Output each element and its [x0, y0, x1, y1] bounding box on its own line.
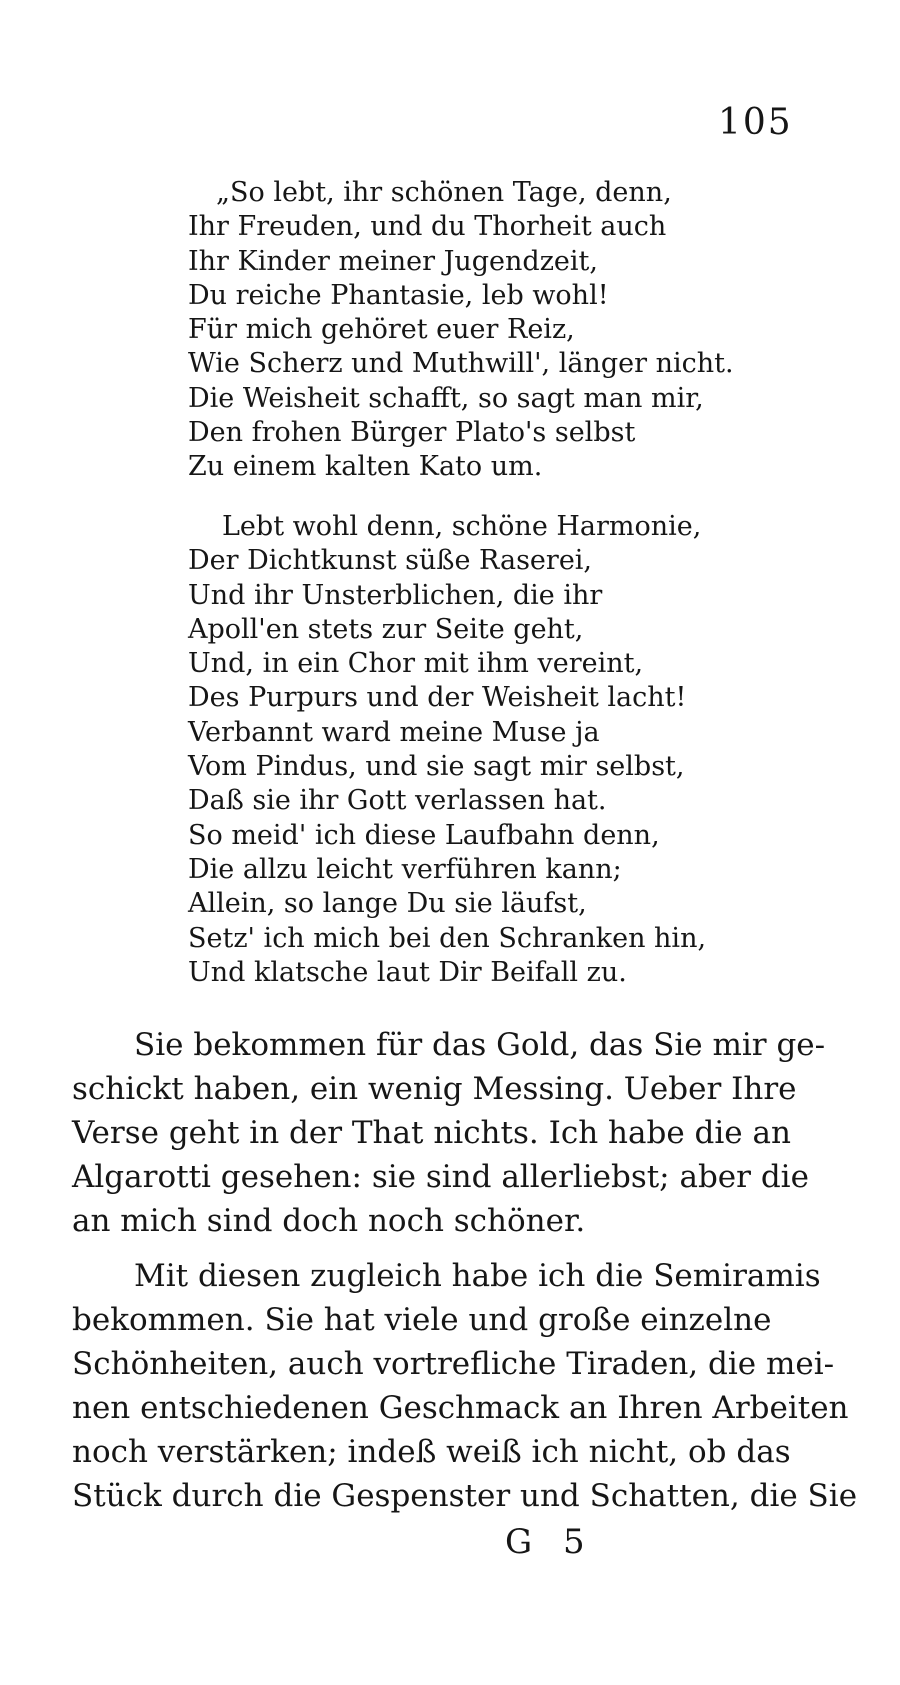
verse-line: Die allzu leicht verführen kann;: [188, 853, 622, 885]
page-number: 105: [718, 102, 793, 143]
poem-stanza-1: [188, 176, 788, 485]
verse-line: Zu einem kalten Kato um.: [188, 451, 543, 483]
verse-line: Und ihr Unsterblichen, die ihr: [188, 579, 603, 611]
verse-line: Wie Scherz und Muthwill', länger nicht.: [188, 348, 734, 380]
prose-paragraph-2: [72, 1254, 858, 1518]
verse-line: Der Dichtkunst süße Raserei,: [188, 545, 593, 577]
signature-mark: G 5: [505, 1522, 595, 1562]
verse-line: Setz' ich mich bei den Schranken hin,: [188, 922, 707, 954]
verse-line: „So lebt, ihr schönen Tage, denn,: [216, 177, 672, 208]
verse-line: Des Purpurs und der Weisheit lacht!: [188, 682, 687, 714]
verse-line: So meid' ich diese Laufbahn denn,: [188, 819, 660, 851]
poem-stanza-2: [188, 510, 788, 990]
prose-line: bekommen. Sie hat viele und große einzelne: [72, 1302, 772, 1338]
prose-line: Schönheiten, auch vortrefliche Tiraden, die mei-: [72, 1346, 835, 1382]
verse-line: Den frohen Bürger Plato's selbst: [188, 417, 636, 449]
prose-line: schickt haben, ein wenig Messing. Ueber Ihre: [72, 1071, 797, 1107]
verse-line: Die Weisheit schafft, so sagt man mir,: [188, 382, 704, 414]
verse-line: Lebt wohl denn, schöne Harmonie,: [222, 511, 702, 542]
prose-line: Algarotti gesehen: sie sind allerliebst; aber die: [72, 1159, 809, 1195]
verse-line: Ihr Kinder meiner Jugendzeit,: [188, 245, 598, 277]
verse-line: Du reiche Phantasie, leb wohl!: [188, 279, 609, 311]
prose-line: noch verstärken; indeß weiß ich nicht, ob das: [72, 1434, 791, 1470]
verse-line: Für mich gehöret euer Reiz,: [188, 314, 575, 346]
prose-line: Mit diesen zugleich habe ich die Semiramis: [134, 1258, 821, 1294]
prose-line: Verse geht in der That nichts. Ich habe die an: [72, 1115, 791, 1151]
verse-line: Vom Pindus, und sie sagt mir selbst,: [188, 751, 685, 783]
prose-line: an mich sind doch noch schöner.: [72, 1203, 586, 1239]
prose-line: Stück durch die Gespenster und Schatten, die Sie: [72, 1478, 858, 1514]
verse-line: Allein, so lange Du sie läufst,: [188, 888, 587, 920]
verse-line: Ihr Freuden, und du Thorheit auch: [188, 211, 667, 243]
verse-line: Daß sie ihr Gott verlassen hat.: [188, 785, 607, 817]
prose-line: nen entschiedenen Geschmack an Ihren Arbeiten: [72, 1390, 849, 1426]
prose-line: Sie bekommen für das Gold, das Sie mir ge-: [134, 1027, 826, 1063]
verse-line: Und klatsche laut Dir Beifall zu.: [188, 956, 627, 988]
verse-line: Apoll'en stets zur Seite geht,: [188, 613, 584, 645]
verse-line: Verbannt ward meine Muse ja: [188, 716, 600, 748]
verse-line: Und, in ein Chor mit ihm vereint,: [188, 648, 644, 680]
prose-paragraph-1: [72, 1023, 824, 1243]
